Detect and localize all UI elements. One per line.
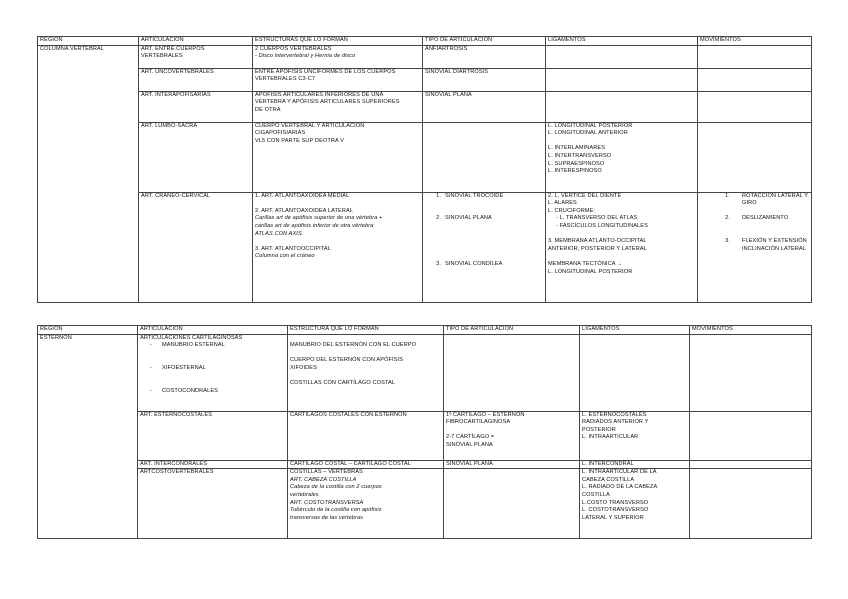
cell-text: L. LONGITUDINAL ANTERIOR: [548, 130, 628, 137]
table-row: [38, 68, 812, 91]
list-item: [140, 365, 285, 373]
cell-text: VL5 CON PARTE SUP DEOTRA V: [255, 137, 345, 144]
lig-cell: [580, 334, 690, 411]
mov-cell: [690, 469, 812, 539]
cell-text: L. INTERESPINOSO: [548, 168, 602, 175]
cell-text: 2. ART. ATLANTOAXOIDEA LATERAL: [255, 207, 354, 214]
lig-cell: [546, 122, 698, 192]
table-row: [38, 192, 812, 302]
header-movimientos: MOVIMIENTOS: [698, 37, 812, 46]
header-region: REGIÓN: [38, 37, 139, 46]
cell-text: L.COSTO TRANSVERSO: [582, 499, 649, 506]
cell-text: Tubérculo de la costilla con apófisis: [290, 507, 382, 514]
cell-text: ART. CRANEO-CERVICAL: [141, 192, 211, 199]
mov-cell: [698, 91, 812, 122]
cell-text: MANUBRIO ESTERNAL: [162, 342, 225, 349]
cell-text: 1º CARTÍLAGO – ESTERNÓN: [446, 411, 525, 418]
cell-text: XIFOESTERNAL: [162, 364, 206, 371]
cell-text: DESLIZAMIENTO: [742, 215, 789, 222]
list-item: [425, 193, 543, 201]
bullet: -: [150, 364, 152, 371]
bullet: -: [150, 387, 152, 394]
cell-text: 1. ART. ATLANTOAXOIDEA MEDIAL: [255, 192, 350, 199]
cell-text: 2-7 CARTÍLAGO =: [446, 434, 495, 441]
cell-text: CABEZA COSTILLA: [582, 476, 635, 483]
tipo-cell: [423, 68, 546, 91]
lig-cell: [580, 469, 690, 539]
art-cell: [139, 192, 253, 302]
cell-text: L. CRUCIFORME:: [548, 207, 596, 214]
art-cell: [139, 122, 253, 192]
cell-text: vertebrales: [290, 491, 319, 498]
table-row: [38, 122, 812, 192]
cell-text: SINOVIAL PLANA: [425, 91, 472, 98]
est-cell: [253, 122, 423, 192]
lig-cell: [546, 91, 698, 122]
lig-cell: [546, 192, 698, 302]
table-row: [38, 469, 812, 539]
table-row: [38, 91, 812, 122]
item-number: 3.: [725, 238, 730, 245]
cell-text: SINOVIAL CONDÍLEA: [445, 260, 503, 267]
cell-text: 3. ART. ATLANTOOCCIPITAL: [255, 245, 331, 252]
cell-text: CUERPO DEL ESTERNÓN CON APÓFISIS: [290, 357, 404, 364]
art-cell: [138, 469, 288, 539]
cell-text: ANTERIOR, POSTERIOR Y LATERAL: [548, 245, 647, 252]
cell-text: Carillas art de apófisis superior de una vértebra +: [255, 215, 383, 222]
cell-text: VÉRTEBRA Y APÓFISIS ARTICULARES SUPERIORES: [255, 99, 400, 106]
cell-text: L. SUPRAESPINOSO: [548, 160, 605, 167]
table-row: [38, 45, 812, 68]
cell-text: L. RADIADO DE LA CABEZA: [582, 484, 658, 491]
est-cell: [288, 469, 444, 539]
tipo-cell: [444, 460, 580, 469]
cell-text: CIGAPOFISIARIAS: [255, 130, 306, 137]
tipo-cell: [423, 45, 546, 68]
cell-text: FLEXIÓN Y EXTENSIÓN INCLINACIÓN LATERAL: [742, 238, 807, 252]
list-item: [425, 261, 543, 269]
list-item: [700, 193, 809, 208]
cell-text: VERTEBRALES: [141, 53, 183, 60]
lig-cell: [546, 45, 698, 68]
header-articulacion: ARTICULACIÓN: [139, 37, 253, 46]
est-cell: [253, 45, 423, 68]
cell-text: MANUBRIO DEL ESTERNÓN CON EL CUERPO: [290, 342, 417, 349]
region-label: COLUMNA VERTEBRAL: [40, 45, 105, 52]
list-item: [700, 238, 809, 253]
cell-text: CARTÍLAGOS COSTALES CON ESTERNÓN: [290, 411, 407, 418]
cell-text: ART. INTERCONDRALES: [140, 460, 208, 467]
cell-text: ART. ESTERNOCOSTALES: [140, 411, 213, 418]
list-item: [140, 342, 285, 350]
cell-text: ARTCOSTOVERTEBRALES: [140, 469, 214, 476]
cell-text: MEMBRANA TECTÓNICA →: [548, 260, 623, 267]
cell-text: L. INTERCONDRAL: [582, 460, 634, 467]
art-cell: [139, 45, 253, 68]
est-cell: [253, 68, 423, 91]
header-ligamentos: LIGAMENTOS: [580, 326, 690, 335]
cell-text: SINOVIAL TROCOIDE: [445, 192, 504, 199]
table-row: [38, 460, 812, 469]
header-tipo: TIPO DE ARTICULACIÓN: [444, 326, 580, 335]
art-cell: [138, 334, 288, 411]
cell-text: SINOVIAL DIARTROSIS: [425, 68, 489, 75]
cell-text: SINOVIAL PLANA: [446, 441, 493, 448]
region-cell: [38, 45, 139, 302]
mov-cell: [690, 411, 812, 460]
tipo-cell: [423, 91, 546, 122]
cell-text: ART. LUMBO-SACRA: [141, 122, 198, 129]
header-estructura: ESTRUCTURA QUE LO FORMAN: [288, 326, 444, 335]
header-articulacion: ARTICULACIÓN: [138, 326, 288, 335]
item-number: 1.: [436, 192, 441, 199]
table-row: [38, 411, 812, 460]
cell-text: ART. COSTOTRANSVERSA: [290, 499, 364, 506]
header-estructuras: ESTRUCTURAS QUE LO FORMAN: [253, 37, 423, 46]
cell-text: L. LONGITUDINAL POSTERIOR: [548, 122, 633, 129]
cell-text: ARTICULACIONES CARTILAGINOSAS: [140, 334, 243, 341]
mov-cell: [698, 68, 812, 91]
item-number: 1.: [725, 192, 730, 199]
cell-text: 2 CUERPOS VERTEBRALES: [255, 45, 332, 52]
cell-text: - FASCÍCULOS LONGITUDINALES: [556, 222, 648, 229]
cell-text: FIBROCARTILAGINOSA: [446, 419, 511, 426]
region-cell: [38, 334, 138, 539]
cell-text: Cabeza de la costilla con 2 cuerpos: [290, 484, 382, 491]
cell-text: LATERAL Y SUPERIOR: [582, 514, 644, 521]
cell-text: L. ESTERNOCOSTALES: [582, 411, 647, 418]
est-cell: [253, 192, 423, 302]
cell-text: XIFOIDES: [290, 364, 317, 371]
cell-text: L. INTRAARTICULAR: [582, 434, 639, 441]
bullet: -: [150, 342, 152, 349]
cell-text: CARTÍLAGO COSTAL – CARTÍLAGO COSTAL: [290, 460, 411, 467]
cell-text: L. INTERLAMINARES: [548, 145, 606, 152]
cell-text: COSTILLAS CON CARTÍLAGO COSTAL: [290, 380, 396, 387]
cell-text: SINOVIAL PLANA: [446, 460, 493, 467]
cell-text: ANFIARTROSIS: [425, 45, 468, 52]
mov-cell: [698, 192, 812, 302]
cell-text: ATLAS CON AXIS: [255, 230, 302, 237]
mov-cell: [690, 460, 812, 469]
cell-text: 3. MEMBRANA ATLANTO-OCCIPITAL: [548, 238, 647, 245]
mov-cell: [698, 122, 812, 192]
cell-text: L. COSTOTRANSVERSO: [582, 507, 649, 514]
table-header-row: [38, 326, 812, 335]
cell-text: ART. UNCOVERTEBRALES: [141, 68, 214, 75]
art-cell: [139, 91, 253, 122]
cell-text: transversas de las vértebras: [290, 514, 364, 521]
lig-cell: [546, 68, 698, 91]
cell-text: L. INTRAARTICULAR DE LA: [582, 469, 657, 476]
est-cell: [288, 334, 444, 411]
cell-text: L. INTERTRANSVERSO: [548, 152, 612, 159]
table-esternon: [37, 325, 812, 539]
cell-text: SINOVIAL PLANA: [445, 215, 492, 222]
tipo-cell: [444, 411, 580, 460]
table-header-row: [38, 37, 812, 46]
cell-text: COSTILLA: [582, 491, 610, 498]
tipo-cell: [423, 122, 546, 192]
cell-text: COSTOCONDRALES: [162, 387, 219, 394]
cell-text: Columna con el cráneo: [255, 253, 315, 260]
mov-cell: [698, 45, 812, 68]
cell-text: ROTACCIÓN LATERAL Y GIRO: [742, 192, 808, 207]
list-item: [425, 215, 543, 223]
region-label: ESTERNÓN: [40, 334, 72, 341]
item-number: 2.: [725, 215, 730, 222]
art-cell: [139, 68, 253, 91]
cell-text: POSTERIOR: [582, 426, 616, 433]
cell-text: - L. TRANSVERSO DEL ATLAS: [556, 215, 638, 222]
header-region: REGIÓN: [38, 326, 138, 335]
tipo-cell: [444, 334, 580, 411]
cell-text: ART. INTERAPOFISARIAS: [141, 91, 211, 98]
lig-cell: [580, 411, 690, 460]
cell-text: 2. L. VÉRTICE DEL DIENTE: [548, 192, 622, 199]
mov-cell: [690, 334, 812, 411]
item-number: 3.: [436, 260, 441, 267]
cell-text: ART. ENTRE CUERPOS: [141, 45, 205, 52]
est-cell: [288, 411, 444, 460]
cell-text: L. LONGITUDINAL POSTERIOR: [548, 268, 633, 275]
cell-text: L. ALARES: [548, 200, 577, 207]
header-ligamentos: LIGAMENTOS: [546, 37, 698, 46]
cell-text: ART. CABEZA COSTILLA: [290, 476, 357, 483]
cell-text: carillas art de apófisis inferior de otra vértebra: [255, 222, 374, 229]
list-item: [700, 215, 809, 223]
table-row: [38, 334, 812, 411]
cell-text: COSTILLAS – VÉRTEBRAS: [290, 469, 363, 476]
header-tipo: TIPO DE ARTICULACIÓN: [423, 37, 546, 46]
header-movimientos: MOVIMIENTOS: [690, 326, 812, 335]
item-number: 2.: [436, 215, 441, 222]
cell-text: - Disco intervertebral y Hernia de disco: [255, 53, 356, 60]
cell-text: DE OTRA: [255, 106, 281, 113]
table-columna-vertebral: [37, 36, 812, 303]
cell-text: RADIADOS ANTERIOR Y: [582, 419, 649, 426]
lig-cell: [580, 460, 690, 469]
est-cell: [253, 91, 423, 122]
est-cell: [288, 460, 444, 469]
cell-text: ENTRE APÓFISIS UNCIFORMES DE LOS CUERPOS: [255, 68, 396, 75]
art-cell: [138, 411, 288, 460]
art-cell: [138, 460, 288, 469]
list-item: [140, 388, 285, 396]
cell-text: CUERPO VERTEBRAL Y ARTICULACIÓN: [255, 122, 365, 129]
tipo-cell: [423, 192, 546, 302]
cell-text: VERTEBRALES C3-C7: [255, 76, 316, 83]
cell-text: APÓFISIS ARTICULARES INFERIORES DE UNA: [255, 91, 384, 98]
tipo-cell: [444, 469, 580, 539]
